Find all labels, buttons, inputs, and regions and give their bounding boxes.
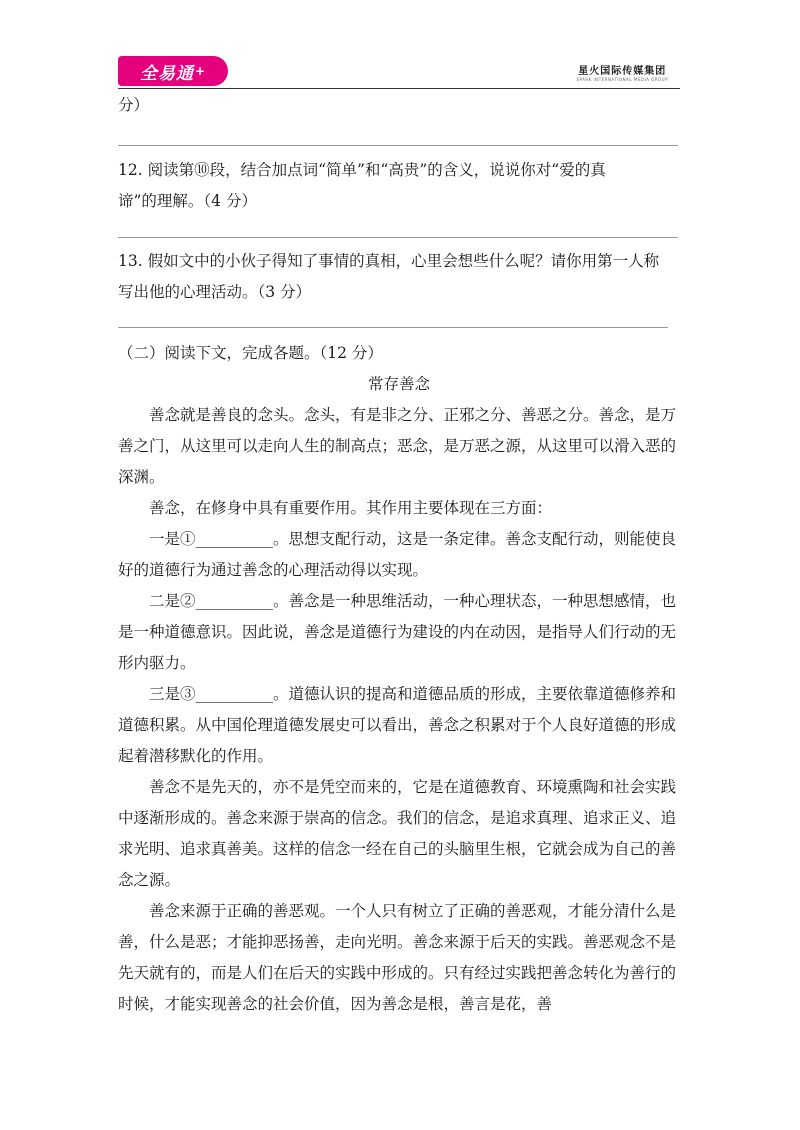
text-line: 分） — [118, 96, 150, 114]
page-header — [118, 52, 680, 88]
brand-logo — [118, 56, 228, 86]
question-12-line1: 12. 阅读第⑩段，结合加点词“简单”和“高贵”的含义，说说你对“爱的真 — [118, 161, 606, 179]
answer-line — [118, 237, 678, 238]
logo-plus: + — [194, 64, 207, 78]
item-3-label: 三是③ — [149, 685, 196, 703]
paragraph-2: 善念，在修身中具有重要作用。其作用主要体现在三方面： — [149, 499, 553, 517]
article-title: 常存善念 — [367, 375, 430, 393]
logo-text: 全易通 — [139, 63, 194, 84]
question-13-line2: 写出他的心理活动。（3 分） — [118, 283, 312, 301]
paragraph-6: 善念不是先天的，亦不是凭空而来的，它是在道德教育、环境熏陶和社会实践中逐渐形成的。善念来源于崇高的信念。我们的信念，是追求真理、追求正义、追求光明、追求真善美。这样的信念一经在自己的头脑里生根，它就会成为自己的善念之源。 — [118, 778, 677, 889]
fill-blank-3[interactable]: __________ — [195, 685, 274, 703]
question-12-line2: 谛”的理解。（4 分） — [118, 192, 257, 210]
fill-blank-1[interactable]: __________ — [195, 530, 274, 548]
paragraph-5 — [118, 679, 688, 772]
fill-blank-2[interactable]: __________ — [195, 592, 274, 610]
publisher-brand — [576, 62, 668, 82]
header-divider — [118, 88, 680, 89]
paragraph-4 — [118, 586, 688, 679]
item-1-label: 一是① — [149, 530, 196, 548]
section-heading: （二）阅读下文，完成各题。（12 分） — [118, 344, 383, 362]
item-1-text: 。思想支配行动，这是一条定律。善念支配行动，则能使良好的道德行为通过善念的心理活动得以实现。 — [118, 530, 677, 579]
question-12 — [118, 155, 688, 217]
paragraph-7: 善念来源于正确的善恶观。一个人只有树立了正确的善恶观，才能分清什么是善，什么是恶；才能抑恶扬善，走向光明。善念来源于后天的实践。善恶观念不是先天就有的，而是人们在后天的实践中形成的。只有经过实践把善念转化为善行的时候，才能实现善念的社会价值，因为善念是根，善言是花，善 — [118, 902, 677, 1013]
answer-line — [118, 145, 678, 146]
item-3-text: 。道德认识的提高和道德品质的形成，主要依靠道德修养和道德积累。从中国伦理道德发展史可以看出，善念之积累对于个人良好道德的形成起着潜移默化的作用。 — [118, 685, 677, 765]
item-2-text: 。善念是一种思维活动，一种心理状态，一种思想感情，也是一种道德意识。因此说，善念是道德行为建设的内在动因，是指导人们行动的无形内驱力。 — [118, 592, 677, 672]
item-2-label: 二是② — [149, 592, 196, 610]
question-13-line1: 13. 假如文中的小伙子得知了事情的真相，心里会想些什么呢？请你用第一人称 — [118, 252, 660, 270]
paragraph-3 — [118, 524, 688, 586]
answer-line — [118, 327, 668, 328]
publisher-name-en: SPARK INTERNATIONAL MEDIA GROUP — [576, 77, 668, 82]
question-13 — [118, 246, 688, 308]
publisher-name: 星火国际传媒集团 — [578, 66, 667, 77]
paragraph-1: 善念就是善良的念头。念头，有是非之分、正邪之分、善恶之分。善念，是万善之门，从这里可以走向人生的制高点；恶念，是万恶之源，从这里可以滑入恶的深渊。 — [118, 406, 677, 486]
